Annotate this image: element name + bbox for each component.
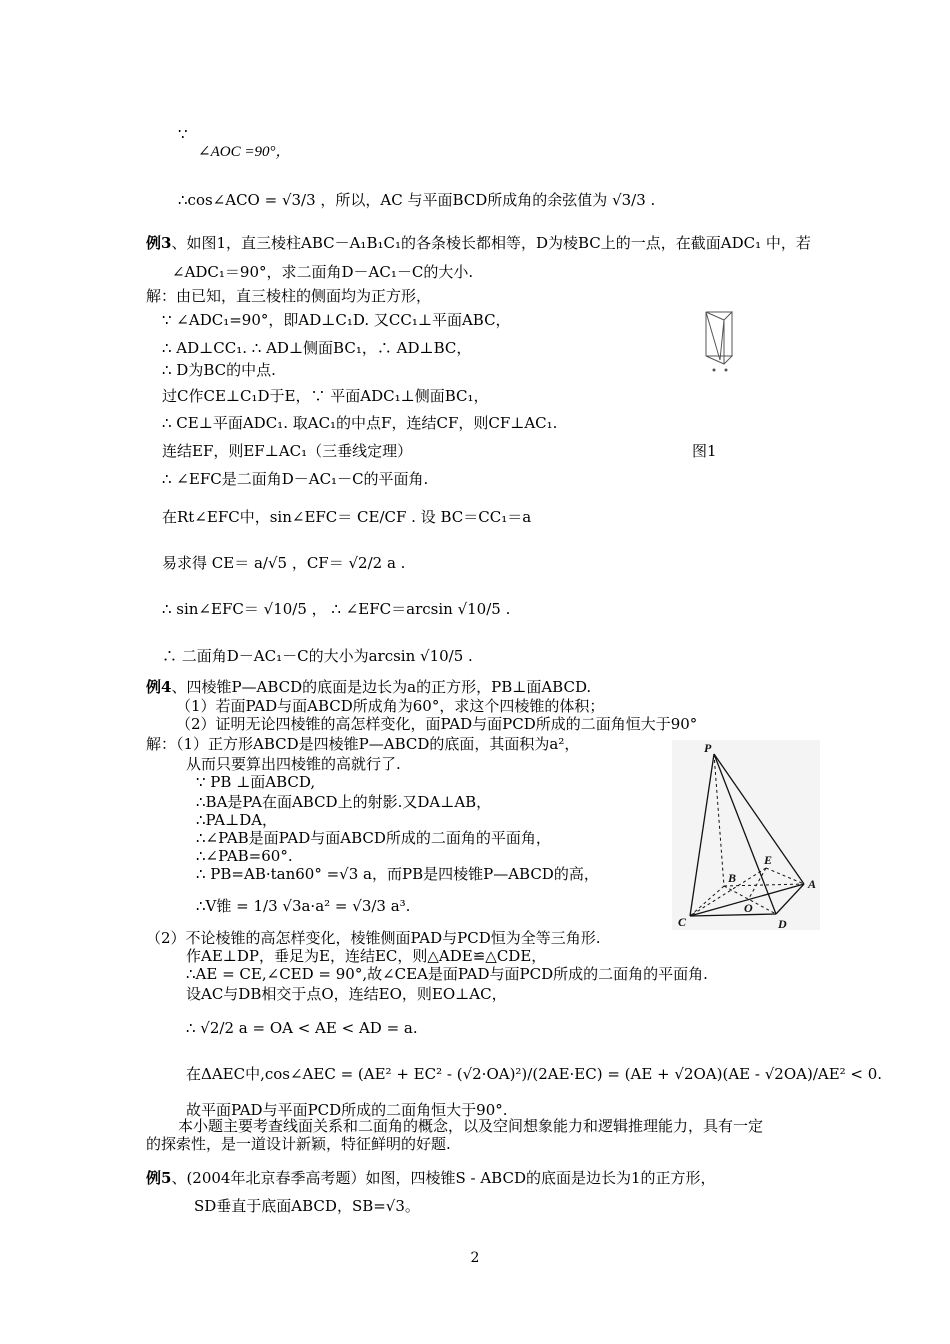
line: ∴BA是PA在面ABCD上的射影.又DA⊥AB， bbox=[196, 793, 492, 811]
label-B: B bbox=[728, 871, 737, 885]
line: ∴cos∠ACO = √3/3 ，所以，AC 与平面BCD所成角的余弦值为 √3/3 . bbox=[178, 191, 656, 209]
line: SD垂直于底面ABCD，SB=√3。 bbox=[194, 1197, 420, 1215]
line: 本小题主要考查线面关系和二面角的概念，以及空间想象能力和逻辑推理能力，具有一定 bbox=[178, 1117, 764, 1135]
line: 故平面PAD与平面PCD所成的二面角恒大于90°. bbox=[186, 1101, 508, 1119]
line: ∴ √2/2 a = OA < AE < AD = a. bbox=[186, 1019, 418, 1037]
line: 过C作CE⊥C₁D于E，∵ 平面ADC₁⊥侧面BC₁， bbox=[162, 387, 489, 405]
line: 解：由已知，直三棱柱的侧面均为正方形， bbox=[146, 287, 432, 305]
label-O: O bbox=[744, 901, 753, 915]
pyramid-figure bbox=[672, 740, 820, 930]
label-D: D bbox=[778, 917, 787, 930]
line: 的探索性，是一道设计新颖，特征鲜明的好题. bbox=[146, 1135, 451, 1153]
line: 设AC与DB相交于点O，连结EO，则EO⊥AC， bbox=[186, 985, 507, 1003]
line: 易求得 CE＝ a/√5 ，CF＝ √2/2 a . bbox=[162, 554, 406, 572]
line: ∴ 二面角D－AC₁－C的大小为arcsin √10/5 . bbox=[162, 647, 473, 665]
line: 、四棱锥P—ABCD的底面是边长为a的正方形，PB⊥面ABCD. bbox=[171, 678, 592, 696]
line: ∴ sin∠EFC＝ √10/5 ， ∴ ∠EFC＝arcsin √10/5 . bbox=[162, 600, 511, 618]
line: ∴ AD⊥CC₁. ∴ AD⊥侧面BC₁，∴ AD⊥BC， bbox=[162, 339, 472, 357]
example-heading bbox=[146, 677, 591, 697]
line: ∵ bbox=[178, 125, 188, 143]
line: 从而只要算出四棱锥的高就行了. bbox=[186, 755, 401, 773]
example-number: 例4 bbox=[146, 678, 172, 696]
label-C: C bbox=[678, 915, 687, 929]
line: 在Rt∠EFC中，sin∠EFC＝ CE/CF . 设 BC＝CC₁＝a bbox=[162, 508, 532, 526]
line: 连结EF，则EF⊥AC₁（三垂线定理） bbox=[162, 442, 413, 460]
figure-caption: 图1 bbox=[692, 442, 717, 460]
line: ∠ADC₁＝90°，求二面角D－AC₁－C的大小. bbox=[172, 263, 474, 281]
label-E: E bbox=[764, 853, 773, 867]
line: ∵ PB ⊥面ABCD, bbox=[196, 773, 316, 791]
line: ∴PA⊥DA， bbox=[196, 811, 278, 829]
line: ∴ ∠EFC是二面角D－AC₁－C的平面角. bbox=[162, 470, 429, 488]
example-heading bbox=[146, 1168, 716, 1188]
line: 在ΔAEC中,cos∠AEC = (AE² + EC² - (√2·OA)²)/(2AE·EC) = (AE + √2OA)(AE - √2OA)/AE² < 0. bbox=[186, 1065, 883, 1083]
line: ∴ CE⊥平面ADC₁. 取AC₁的中点F，连结CF，则CF⊥AC₁. bbox=[162, 414, 558, 432]
line: ∴ PB=AB·tan60° =√3 a，而PB是四棱锥P—ABCD的高， bbox=[196, 865, 599, 883]
line: ∴V锥 = 1/3 √3a·a² = √3/3 a³. bbox=[196, 897, 411, 915]
line: ∠AOC =90°， bbox=[198, 144, 291, 160]
line: （1）若面PAD与面ABCD所成角为60°，求这个四棱锥的体积； bbox=[176, 697, 605, 715]
example-number: 例3 bbox=[146, 234, 172, 252]
line: 、(2004年北京春季高考题）如图，四棱锥S - ABCD的底面是边长为1的正方形， bbox=[171, 1169, 716, 1187]
label-A: A bbox=[808, 877, 817, 891]
line: ∴∠PAB是面PAD与面ABCD所成的二面角的平面角， bbox=[196, 829, 551, 847]
line: 作AE⊥DP，垂足为E，连结EC，则△ADE≌△CDE， bbox=[186, 947, 547, 965]
line: （2）不论棱锥的高怎样变化，棱锥侧面PAD与PCD恒为全等三角形. bbox=[146, 929, 601, 947]
prism-figure bbox=[700, 306, 740, 376]
line: ∵ ∠ADC₁=90°，即AD⊥C₁D. 又CC₁⊥平面ABC， bbox=[162, 311, 511, 329]
example-heading bbox=[146, 233, 811, 253]
label-P: P bbox=[704, 741, 712, 755]
line: 、如图1，直三棱柱ABC－A₁B₁C₁的各条棱长都相等，D为棱BC上的一点，在截面ADC₁ 中，若 bbox=[171, 234, 811, 252]
line: 解：（1）正方形ABCD是四棱锥P—ABCD的底面，其面积为a²， bbox=[146, 735, 580, 753]
line: ∴AE = CE,∠CED = 90°,故∠CEA是面PAD与面PCD所成的二面角的平面角. bbox=[186, 965, 708, 983]
line: ∴ D为BC的中点. bbox=[162, 361, 276, 379]
line: （2）证明无论四棱锥的高怎样变化，面PAD与面PCD所成的二面角恒大于90° bbox=[176, 715, 698, 733]
page-number: 2 bbox=[470, 1250, 480, 1266]
line: ∴∠PAB=60°. bbox=[196, 847, 293, 865]
example-number: 例5 bbox=[146, 1169, 172, 1187]
